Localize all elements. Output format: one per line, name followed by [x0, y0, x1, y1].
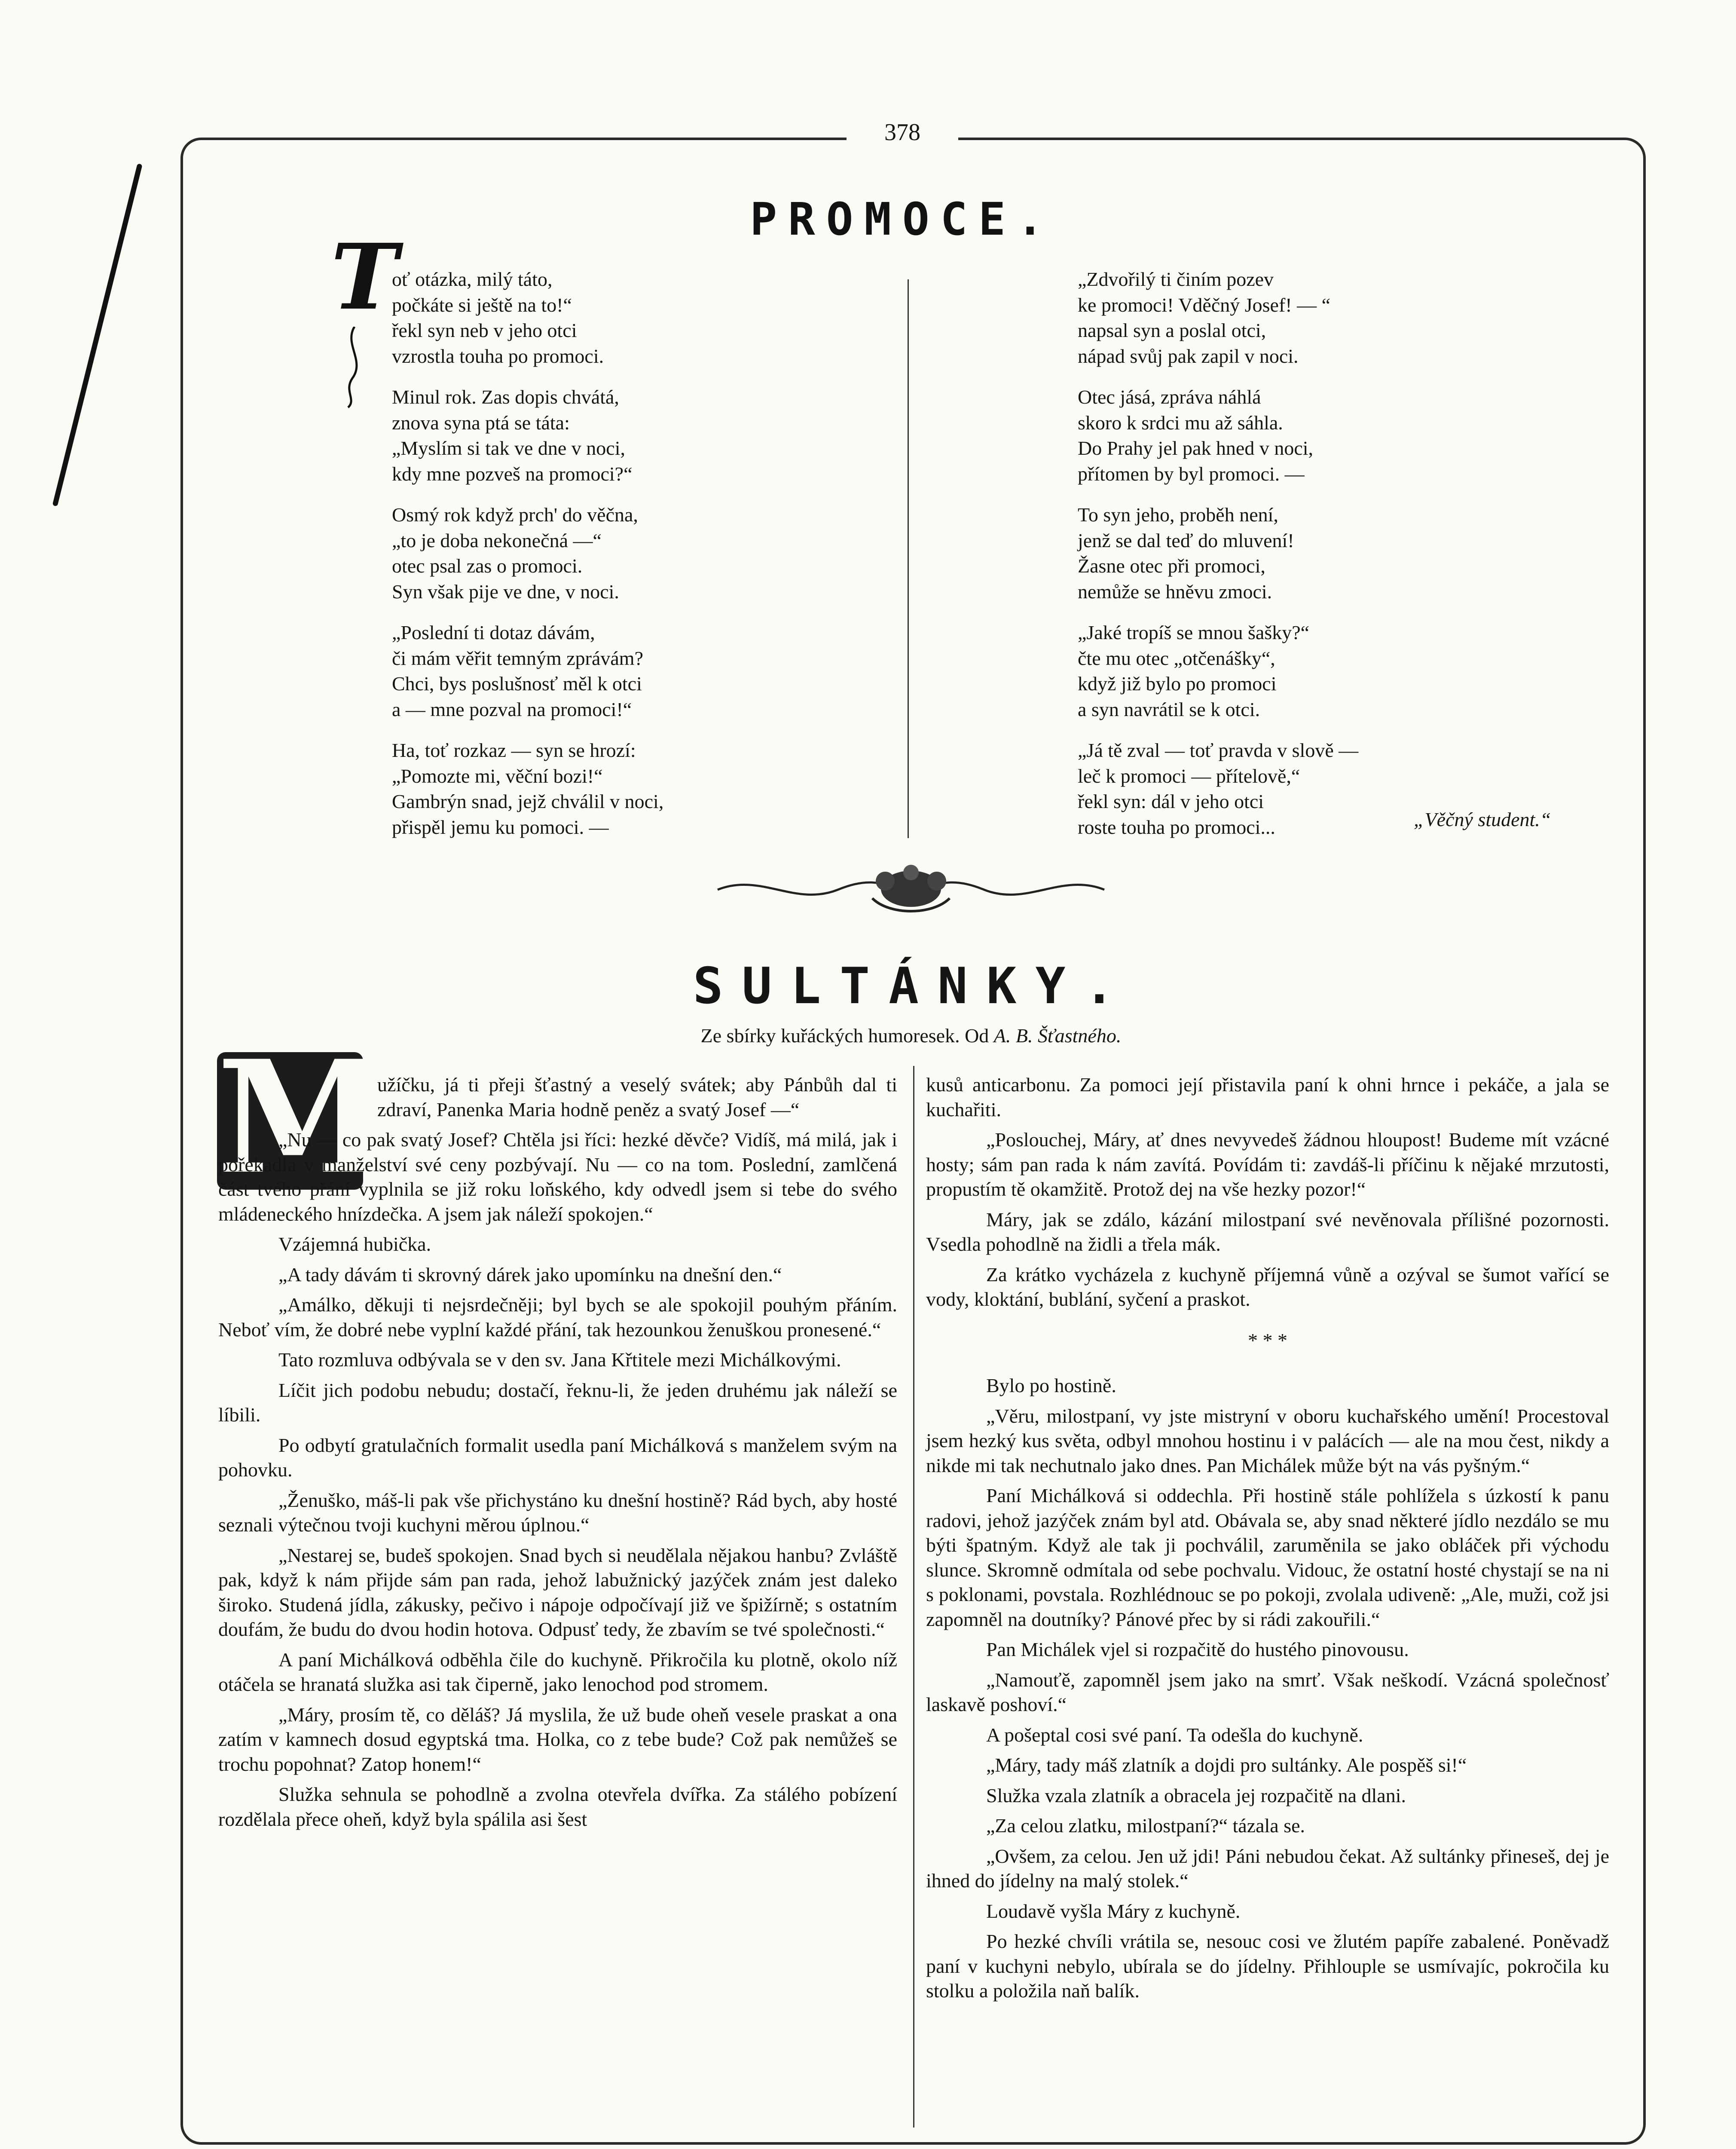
poem-line: vzrostla touha po promoci. — [392, 345, 604, 367]
paragraph: užíčku, já ti přeji šťastný a veselý svátek; aby Pánbůh dal ti zdraví, Panenka Maria hodně peněz a svatý Josef —“ — [377, 1074, 897, 1120]
paragraph: Za krátko vycházela z kuchyně příjemná vůně a ozýval se šumot vařící se vody, kloktání, bublání, syčení a praskot. — [926, 1263, 1609, 1310]
promoce-left-column — [392, 266, 663, 855]
paragraph: A paní Michálková odběhla čile do kuchyně. Přikročila ku plotně, okolo níž otáčela se hranatá služka asi tak čiperně, jako lenochod pod stromem. — [218, 1648, 897, 1695]
sultanky-subtitle — [610, 1023, 1212, 1049]
section-break: * * * — [1248, 1329, 1287, 1351]
poem-line: „to je doba nekonečná —“ — [392, 529, 602, 551]
page-number: 378 — [847, 115, 958, 150]
poem-line: Osmý rok když prch' do věčna, — [392, 504, 638, 526]
poem-line: kdy mne pozveš na promoci?“ — [392, 462, 633, 485]
poem-line: To syn jeho, proběh není, — [1078, 504, 1278, 526]
poem-line: přítomen by byl promoci. — — [1078, 462, 1305, 485]
poem-line: ke promoci! Vděčný Josef! — “ — [1078, 294, 1331, 316]
sultanky-left-column — [218, 1072, 897, 1837]
poem-line: Ha, toť rozkaz — syn se hrozí: — [392, 739, 636, 761]
poem-line: otec psal zas o promoci. — [392, 555, 583, 577]
poem-line: počkáte si ještě na to!“ — [392, 294, 572, 316]
poem-line: „Pomozte mi, věční bozi!“ — [392, 765, 603, 787]
poem-line: Minul rok. Zas dopis chvátá, — [392, 386, 619, 408]
poem-stanza — [392, 384, 663, 487]
paragraph: kusů anticarbonu. Za pomoci její přistavila paní k ohni hrnce i pekáče, a jala se kuchařiti. — [926, 1074, 1609, 1120]
paragraph: A pošeptal cosi své paní. Ta odešla do kuchyně. — [986, 1723, 1363, 1746]
paragraph: Máry, jak se zdálo, kázání milostpaní své nevěnovala přílišné pozornosti. Vsedla pohodlně na židli a třela mák. — [926, 1208, 1609, 1255]
paragraph: „Poslouchej, Máry, ať dnes nevyvedeš žádnou hloupost! Budeme mít vzácné hosty; sám pan rada k nám zavítá. Povídám ti: zavdáš-li příčinu k nějaké mrzutosti, propustím tě okamžitě. Protož dej na vše hezky pozor!“ — [926, 1129, 1609, 1200]
floral-ornament-icon — [709, 855, 1113, 924]
paragraph: Bylo po hostině. — [986, 1375, 1116, 1396]
poem-stanza — [392, 738, 663, 840]
sultanky-initial-letter: M — [217, 1026, 388, 1208]
author-name: A. B. Šťastného. — [993, 1025, 1122, 1047]
paragraph: „Nestarej se, budeš spokojen. Snad bych si neudělala nějakou hanbu? Zvláště pak, když k nám přijde sám pan rada, jehož labužnický jazýček znám jest daleko široko. Studená jídla, zákusky, pečivo i nápoje odpočívají již ve špižírně; s ostatním doufám, že budu do dvou hodin hotova. Odpusť tedy, že zbavím se tvé společnosti.“ — [218, 1544, 897, 1640]
paragraph: Líčit jich podobu nebudu; dostačí, řeknu-li, že jeden druhému jak náleží se líbili. — [218, 1379, 897, 1426]
paragraph: Služka vzala zlatník a obracela jej rozpačitě na dlani. — [986, 1784, 1406, 1806]
column-divider — [908, 279, 909, 838]
paragraph: „Za celou zlatku, milostpaní?“ tázala se. — [986, 1815, 1305, 1837]
poem-line: přispěl jemu ku pomoci. — — [392, 816, 609, 838]
poem-stanza — [1078, 620, 1358, 722]
sultanky-title: SULTÁNKY. — [693, 957, 1134, 1015]
poem-stanza — [1078, 502, 1358, 604]
paragraph: „Věru, milostpaní, vy jste mistryní v oboru kuchařského umění! Procestoval jsem hezký kus světa, odbyl mnohou hostinu i v palácích — ale na mou čest, nikdy a nikde mi tak nechutnalo jako dnes. Pan Michálek může být na vás pyšným.“ — [926, 1405, 1609, 1476]
paragraph: „Ženuško, máš-li pak vše přichystáno ku dnešní hostině? Rád bych, aby hosté seznali výtečnou tvoji kuchyni měrou úplnou.“ — [218, 1489, 897, 1536]
promoce-right-column — [1078, 266, 1358, 855]
paragraph: „Nu — co pak svatý Josef? Chtěla jsi říci: hezké děvče? Vidíš, má milá, jak i pořekadla v manželství své ceny pozbývají. Nu — co na tom. Poslední, zamlčená část tvého přání vyplnila se již roku loňského, kdy odvedl jsem si tebe do svého mládeneckého hnízdečka. A jsem jak náleží spokojen.“ — [218, 1129, 897, 1225]
paragraph: Po hezké chvíli vrátila se, nesouc cosi ve žlutém papíře zabalené. Poněvadž paní v kuchyni nebylo, ubírala se do jídelny. Přihlouple se usmívajíc, pokročila ku stolku a položila naň balík. — [926, 1930, 1609, 2002]
column-divider — [913, 1066, 914, 2128]
poem-line: roste touha po promoci... — [1078, 816, 1275, 838]
paragraph: Pan Michálek vjel si rozpačitě do hustého pinovousu. — [986, 1638, 1409, 1660]
poem-line: a syn navrátil se k otci. — [1078, 698, 1260, 720]
sultanky-right-column — [926, 1072, 1609, 2009]
promoce-initial-letter: T — [331, 224, 398, 330]
promoce-title: PROMOCE. — [750, 193, 1055, 245]
poem-line: Chci, bys poslušnosť měl k otci — [392, 673, 642, 695]
paragraph: Loudavě vyšla Máry z kuchyně. — [986, 1900, 1241, 1922]
paragraph: Po odbytí gratulačních formalit usedla paní Michálková s manželem svým na pohovku. — [218, 1434, 897, 1481]
paragraph: Tato rozmluva odbývala se v den sv. Jana Křtitele mezi Michálkovými. — [278, 1349, 841, 1371]
poem-line: či mám věřit temným zprávám? — [392, 647, 643, 669]
poem-line: čte mu otec „otčenášky“, — [1078, 647, 1275, 669]
paragraph: „Máry, prosím tě, co děláš? Já myslila, že už bude oheň vesele praskat a ona zatím v kamnech dosud egyptská tma. Holka, co z tebe bude? Což pak nemůžeš se trochu popohnat? Zatop honem!“ — [218, 1703, 897, 1775]
poem-line: „Já tě zval — toť pravda v slově — — [1078, 739, 1359, 761]
poem-line: „Poslední ti dotaz dávám, — [392, 621, 595, 643]
poem-line: znova syna ptá se táta: — [392, 411, 570, 434]
paragraph: „A tady dávám ti skrovný dárek jako upomínku na dnešní den.“ — [278, 1263, 782, 1286]
poem-line: Gambrýn snad, jejž chválil v noci, — [392, 790, 664, 812]
poem-line: Otec jásá, zpráva náhlá — [1078, 386, 1261, 408]
paragraph: „Amálko, děkuji ti nejsrdečněji; byl bych se ale spokojil pouhým přáním. Neboť vím, že dobré nebe vyplní každé přání, tak hezounkou ženuškou pronesené.“ — [218, 1294, 897, 1341]
poem-stanza — [392, 266, 663, 369]
poem-line: leč k promoci — přítelově,“ — [1078, 765, 1300, 787]
poem-line: „Jaké tropíš se mnou šašky?“ — [1078, 621, 1310, 643]
promoce-signature: „Věčný student.“ — [1414, 808, 1551, 830]
paragraph: Paní Michálková si oddechla. Při hostině stále pohlížela s úzkostí k panu radovi, jehož jazýček znám byl atd. Obávala se, aby snad některé jídlo nezdálo se mu býti špatným. Když ale tak ji pochválil, zaruměnila se jako obláček při východu slunce. Skromně odmítala od sebe pochvalu. Vidouc, že ostatní hosté chystají se na ni s poklonami, povstala. Rozhlédnouc se po pokoji, zvolala udiveně: „Ale, muži, což jsi zapomněl na doutníky? Pánové přec by si rádi zakouřili.“ — [926, 1485, 1609, 1630]
poem-stanza — [392, 502, 663, 604]
paragraph: Služka sehnula se pohodlně a zvolna otevřela dvířka. Za stálého pobízení rozdělala přece oheň, když byla spálila asi šest — [218, 1783, 897, 1830]
poem-stanza — [1078, 384, 1358, 487]
paragraph: Vzájemná hubička. — [278, 1233, 431, 1255]
poem-line: „Myslím si tak ve dne v noci, — [392, 437, 625, 459]
poem-line: nemůže se hněvu zmoci. — [1078, 580, 1272, 603]
poem-line: napsal syn a poslal otci, — [1078, 319, 1266, 341]
paragraph: „Namouťě, zapomněl jsem jako na smrť. Však neškodí. Vzácná společnosť laskavě poshoví.“ — [926, 1668, 1609, 1715]
subtitle-text: Ze sbírky kuřáckých humoresek. Od — [700, 1025, 989, 1047]
poem-line: Do Prahy jel pak hned v noci, — [1078, 437, 1314, 459]
poem-line: a — mne pozval na promoci!“ — [392, 698, 632, 720]
poem-stanza — [1078, 266, 1358, 369]
poem-line: Žasne otec při promoci, — [1078, 555, 1265, 577]
initial-flourish-icon — [339, 327, 370, 408]
poem-line: řekl syn neb v jeho otci — [392, 319, 577, 341]
margin-ink-stroke — [52, 163, 143, 507]
poem-line: když již bylo po promoci — [1078, 673, 1277, 695]
poem-stanza — [1078, 738, 1358, 840]
paragraph: „Ovšem, za celou. Jen už jdi! Páni nebudou čekat. Až sultánky přineseš, dej je ihned do jídelny na malý stolek.“ — [926, 1845, 1609, 1892]
poem-line: oť otázka, milý táto, — [392, 268, 553, 290]
poem-line: skoro k srdci mu až sáhla. — [1078, 411, 1283, 434]
poem-stanza — [392, 620, 663, 722]
paragraph: „Máry, tady máš zlatník a dojdi pro sultánky. Ale pospěš si!“ — [986, 1754, 1467, 1776]
poem-line: Syn však pije ve dne, v noci. — [392, 580, 619, 603]
poem-line: nápad svůj pak zapil v noci. — [1078, 345, 1299, 367]
poem-line: řekl syn: dál v jeho otci — [1078, 790, 1264, 812]
poem-line: „Zdvořilý ti činím pozev — [1078, 268, 1274, 290]
poem-line: jenž se dal teď do mluvení! — [1078, 529, 1294, 551]
